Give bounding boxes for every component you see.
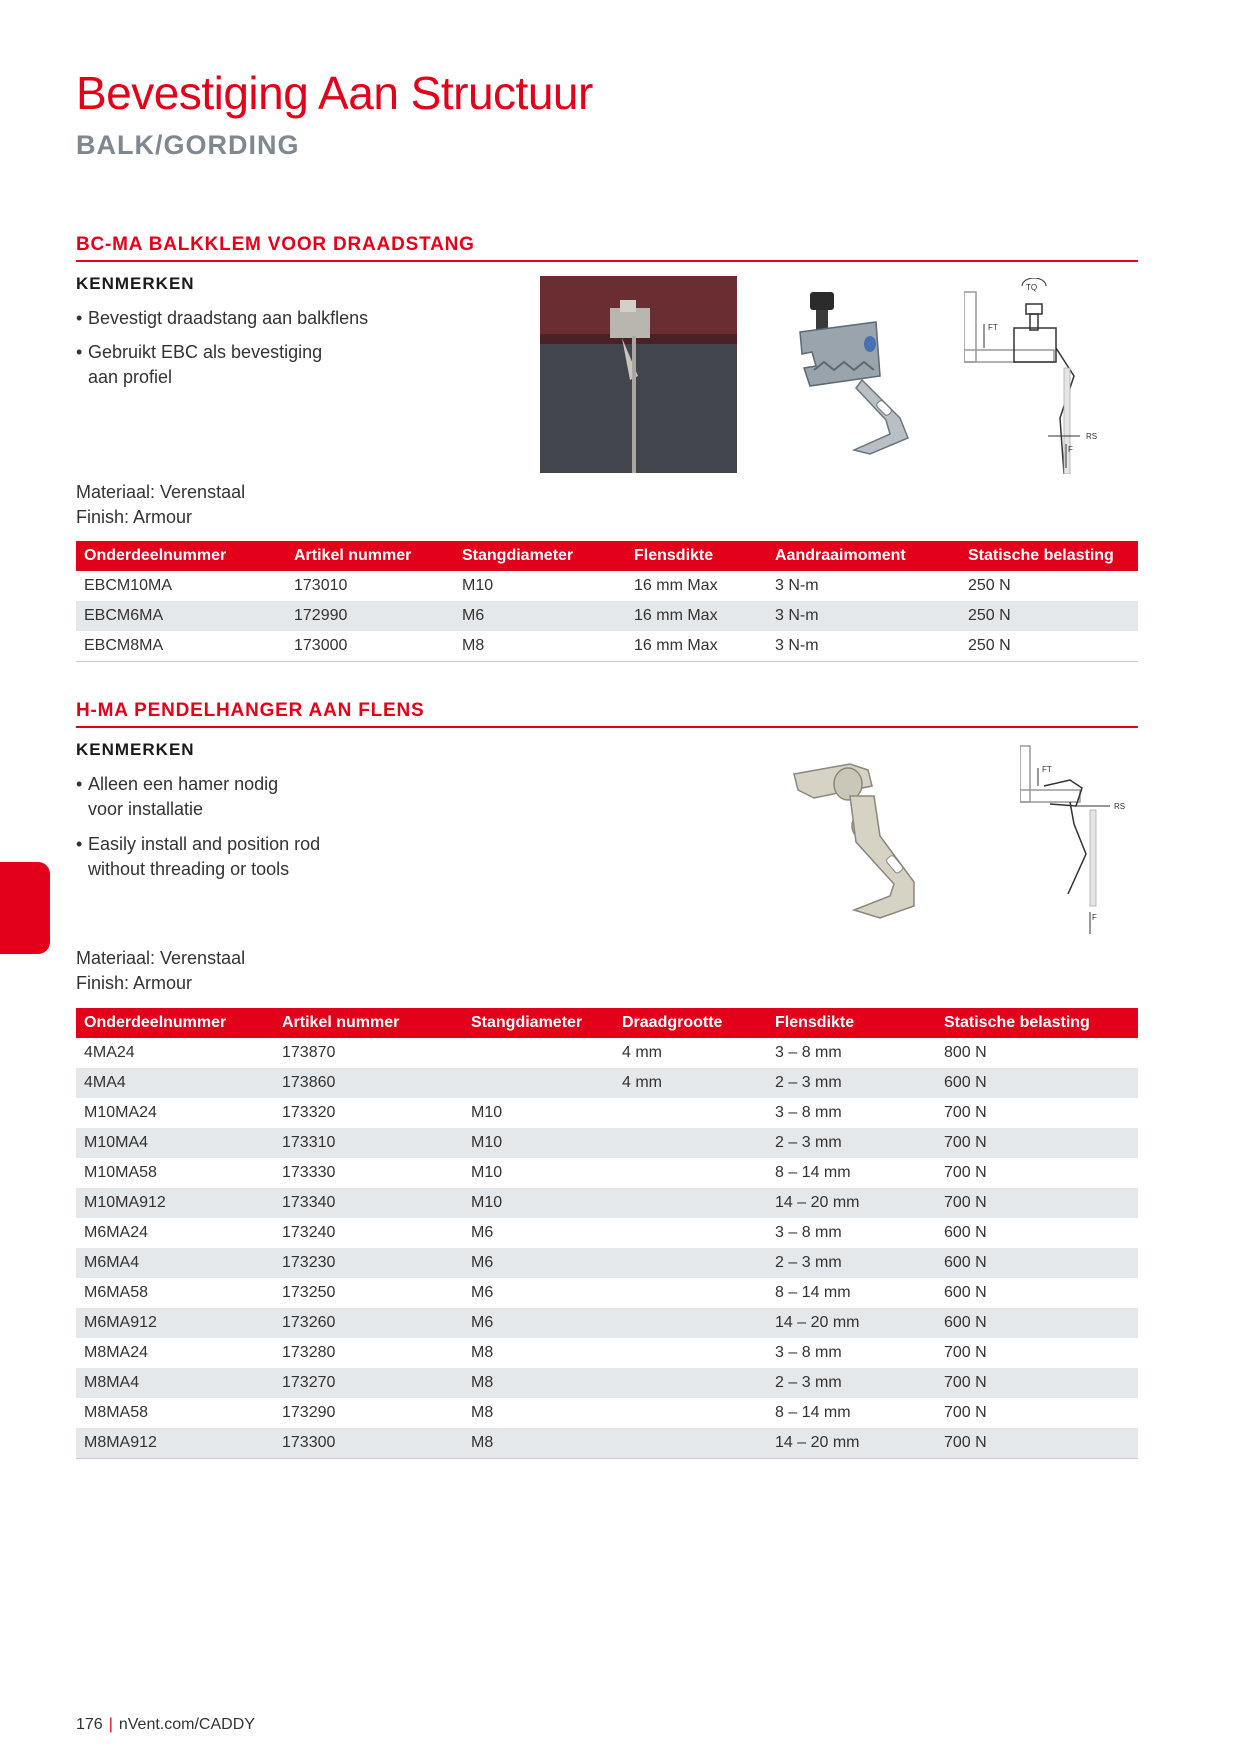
table-cell: M8MA4: [76, 1368, 274, 1398]
table-cell: M10: [471, 1104, 503, 1121]
table-cell: [463, 1068, 614, 1098]
feature-text: Bevestigt draadstang aan balkflens: [88, 308, 369, 328]
table-cell: [614, 1278, 767, 1308]
table-row: [76, 1098, 1138, 1128]
table-cell: [614, 1338, 767, 1368]
table-cell: 2 – 3 mm: [767, 1068, 936, 1098]
column-header: Artikel nummer: [286, 541, 454, 571]
table-cell: 16 mm Max: [626, 631, 767, 662]
column-header: Statische belasting: [936, 1008, 1138, 1038]
table-cell: EBCM8MA: [76, 631, 286, 662]
section-heading-bc-ma: BC-MA BALKKLEM VOOR DRAADSTANG: [76, 234, 1138, 262]
table-cell: [463, 1038, 614, 1068]
table-cell: M6: [454, 601, 626, 631]
table-row: [76, 1248, 1138, 1278]
table-cell: [614, 1248, 767, 1278]
table-cell: 700 N: [936, 1368, 1138, 1398]
ft-label: FT: [1042, 765, 1052, 774]
table-cell: 8 – 14 mm: [775, 1404, 851, 1421]
column-header: Onderdeelnummer: [76, 541, 286, 571]
table-cell: 173340: [274, 1188, 463, 1218]
features-label: KENMERKEN: [76, 740, 195, 759]
table-cell: 700 N: [944, 1104, 987, 1121]
table-cell: 3 N-m: [775, 577, 819, 594]
feature-text-continued: without threading or tools: [88, 859, 290, 879]
table-cell: 2 – 3 mm: [767, 1128, 936, 1158]
table-cell: M8: [471, 1344, 494, 1361]
table-row: [76, 1128, 1138, 1158]
table-cell: 700 N: [944, 1344, 987, 1361]
table-cell: [614, 1368, 767, 1398]
column-header: Stangdiameter: [463, 1008, 614, 1038]
table-cell: 700 N: [936, 1128, 1138, 1158]
table-cell: M10: [463, 1128, 614, 1158]
table-cell: M8: [463, 1428, 614, 1459]
table-row: [76, 601, 1138, 631]
f-label: F: [1068, 445, 1073, 454]
material-text: Materiaal: Verenstaal: [76, 482, 246, 502]
finish-text: Finish: Armour: [76, 973, 193, 993]
table-cell: 2 – 3 mm: [767, 1368, 936, 1398]
table-cell: M6: [463, 1308, 614, 1338]
table-cell: [614, 1428, 767, 1459]
table-row: [76, 1338, 1138, 1368]
table-cell: 3 N-m: [767, 601, 960, 631]
bullet-dot: •: [76, 342, 83, 362]
footer: [76, 1716, 255, 1734]
column-header: Flensdikte: [767, 1008, 936, 1038]
table-cell: 173000: [286, 631, 454, 662]
bc-ma-product-image: [790, 288, 930, 460]
table-cell: M6: [471, 1224, 494, 1241]
table-cell: M10MA58: [84, 1164, 157, 1181]
table-cell: M6MA912: [76, 1308, 274, 1338]
table-cell: 14 – 20 mm: [767, 1308, 936, 1338]
chapter-tab: [0, 862, 50, 954]
table-cell: [614, 1158, 767, 1188]
page-subtitle: BALK/GORDING: [76, 130, 300, 160]
feature-text: Easily install and position rod: [88, 834, 321, 854]
bullet-dot: •: [76, 308, 83, 328]
table-cell: 173860: [274, 1068, 463, 1098]
table-cell: M6MA24: [84, 1224, 149, 1241]
table-cell: EBCM6MA: [76, 601, 286, 631]
h-ma-product-image: [790, 756, 930, 926]
table-row: [76, 631, 1138, 662]
table-cell: 3 – 8 mm: [775, 1344, 842, 1361]
table-cell: 800 N: [944, 1044, 987, 1061]
table-cell: M6MA4: [76, 1248, 274, 1278]
table-cell: 172990: [286, 601, 454, 631]
table-cell: [614, 1398, 767, 1428]
table-cell: 600 N: [936, 1248, 1138, 1278]
footer-website: nVent.com/CADDY: [118, 1716, 255, 1733]
section-heading-h-ma: H-MA PENDELHANGER AAN FLENS: [76, 700, 1138, 728]
table-body: [76, 571, 1138, 662]
table-row: [76, 571, 1138, 601]
table-header-row: [76, 541, 1138, 571]
rs-label: RS: [1114, 802, 1126, 811]
table-cell: 700 N: [936, 1428, 1138, 1459]
footer-separator: |: [108, 1716, 113, 1733]
table-cell: 173870: [282, 1044, 336, 1061]
table-cell: 700 N: [944, 1164, 987, 1181]
table-cell: M10: [463, 1188, 614, 1218]
table-cell: 173260: [274, 1308, 463, 1338]
table-row: [76, 1398, 1138, 1428]
table-cell: M10: [471, 1164, 503, 1181]
bc-ma-force-diagram: [964, 278, 1124, 474]
table-header-row: [76, 1008, 1138, 1038]
table-cell: 3 – 8 mm: [775, 1104, 842, 1121]
bullet-dot: •: [76, 774, 83, 794]
tq-label: TQ: [1026, 283, 1038, 292]
table-row: [76, 1368, 1138, 1398]
table-cell: 14 – 20 mm: [767, 1188, 936, 1218]
table-cell: 600 N: [936, 1308, 1138, 1338]
table-cell: [614, 1098, 767, 1128]
table-cell: 173250: [282, 1284, 336, 1301]
table-cell: 173310: [274, 1128, 463, 1158]
table-cell: 4MA24: [84, 1044, 135, 1061]
table-cell: M6: [463, 1248, 614, 1278]
table-cell: [614, 1308, 767, 1338]
table-cell: 8 – 14 mm: [775, 1164, 851, 1181]
table-cell: 600 N: [944, 1224, 987, 1241]
page-number: 176: [76, 1716, 103, 1733]
column-header: Statische belasting: [960, 541, 1138, 571]
table-row: [76, 1308, 1138, 1338]
feature-item: [76, 306, 368, 331]
table-cell: M10MA912: [76, 1188, 274, 1218]
table-cell: 700 N: [936, 1188, 1138, 1218]
table-cell: M8MA58: [84, 1404, 149, 1421]
table-cell: 4 mm: [622, 1044, 662, 1061]
table-cell: 173330: [282, 1164, 336, 1181]
table-row: [76, 1428, 1138, 1459]
column-header: Artikel nummer: [274, 1008, 463, 1038]
feature-text: Gebruikt EBC als bevestiging: [88, 342, 323, 362]
table-cell: 173240: [282, 1224, 336, 1241]
table-cell: 3 N-m: [767, 631, 960, 662]
table-cell: 250 N: [960, 601, 1138, 631]
table-cell: 173280: [282, 1344, 336, 1361]
table-cell: [614, 1188, 767, 1218]
spec-table-h-ma: [76, 1008, 1138, 1459]
table-cell: 173290: [282, 1404, 336, 1421]
feature-item: [76, 832, 320, 882]
table-row: [76, 1038, 1138, 1068]
table-cell: M10MA24: [84, 1104, 157, 1121]
table-cell: 16 mm Max: [634, 577, 718, 594]
features-label: KENMERKEN: [76, 274, 195, 293]
f-label: F: [1092, 913, 1097, 922]
h-ma-force-diagram: [1020, 744, 1140, 940]
table-cell: M10: [462, 577, 494, 594]
table-cell: M8MA912: [76, 1428, 274, 1459]
table-row: [76, 1218, 1138, 1248]
installation-photo: [540, 276, 737, 473]
page-title: Bevestiging Aan Structuur: [76, 67, 593, 119]
table-cell: 173010: [294, 577, 348, 594]
table-cell: 173270: [274, 1368, 463, 1398]
table-cell: 4 mm: [614, 1068, 767, 1098]
feature-item: [76, 772, 278, 822]
table-cell: 16 mm Max: [626, 601, 767, 631]
table-cell: 2 – 3 mm: [767, 1248, 936, 1278]
table-row: [76, 1278, 1138, 1308]
table-cell: 700 N: [944, 1404, 987, 1421]
material-text: Materiaal: Verenstaal: [76, 948, 246, 968]
table-cell: 250 N: [960, 631, 1138, 662]
table-cell: EBCM10MA: [84, 577, 173, 594]
table-cell: 173320: [282, 1104, 336, 1121]
column-header: Aandraaimoment: [767, 541, 960, 571]
spec-table-bc-ma: [76, 541, 1138, 662]
table-cell: M8MA24: [84, 1344, 149, 1361]
rs-label: RS: [1086, 432, 1098, 441]
table-cell: [614, 1218, 767, 1248]
column-header: Onderdeelnummer: [76, 1008, 274, 1038]
ft-label: FT: [988, 323, 998, 332]
feature-text-continued: aan profiel: [88, 367, 173, 387]
table-cell: M6: [471, 1284, 494, 1301]
column-header: Draadgrootte: [614, 1008, 767, 1038]
table-cell: 3 – 8 mm: [775, 1224, 842, 1241]
table-body: [76, 1038, 1138, 1459]
table-cell: 600 N: [944, 1284, 987, 1301]
table-cell: [614, 1128, 767, 1158]
table-cell: M8: [471, 1404, 494, 1421]
column-header: Stangdiameter: [454, 541, 626, 571]
feature-text-continued: voor installatie: [88, 799, 204, 819]
table-cell: 4MA4: [76, 1068, 274, 1098]
table-cell: M10MA4: [76, 1128, 274, 1158]
table-cell: 173300: [274, 1428, 463, 1459]
table-row: [76, 1158, 1138, 1188]
table-cell: 173230: [274, 1248, 463, 1278]
table-cell: 3 – 8 mm: [775, 1044, 842, 1061]
table-cell: 14 – 20 mm: [767, 1428, 936, 1459]
table-cell: M8: [454, 631, 626, 662]
table-cell: 250 N: [968, 577, 1011, 594]
finish-text: Finish: Armour: [76, 507, 193, 527]
bullet-dot: •: [76, 834, 83, 854]
table-cell: 600 N: [936, 1068, 1138, 1098]
table-cell: 8 – 14 mm: [775, 1284, 851, 1301]
table-cell: M8: [463, 1368, 614, 1398]
table-row: [76, 1188, 1138, 1218]
feature-text: Alleen een hamer nodig: [88, 774, 279, 794]
table-cell: M6MA58: [84, 1284, 149, 1301]
table-row: [76, 1068, 1138, 1098]
column-header: Flensdikte: [626, 541, 767, 571]
feature-item: [76, 340, 322, 390]
